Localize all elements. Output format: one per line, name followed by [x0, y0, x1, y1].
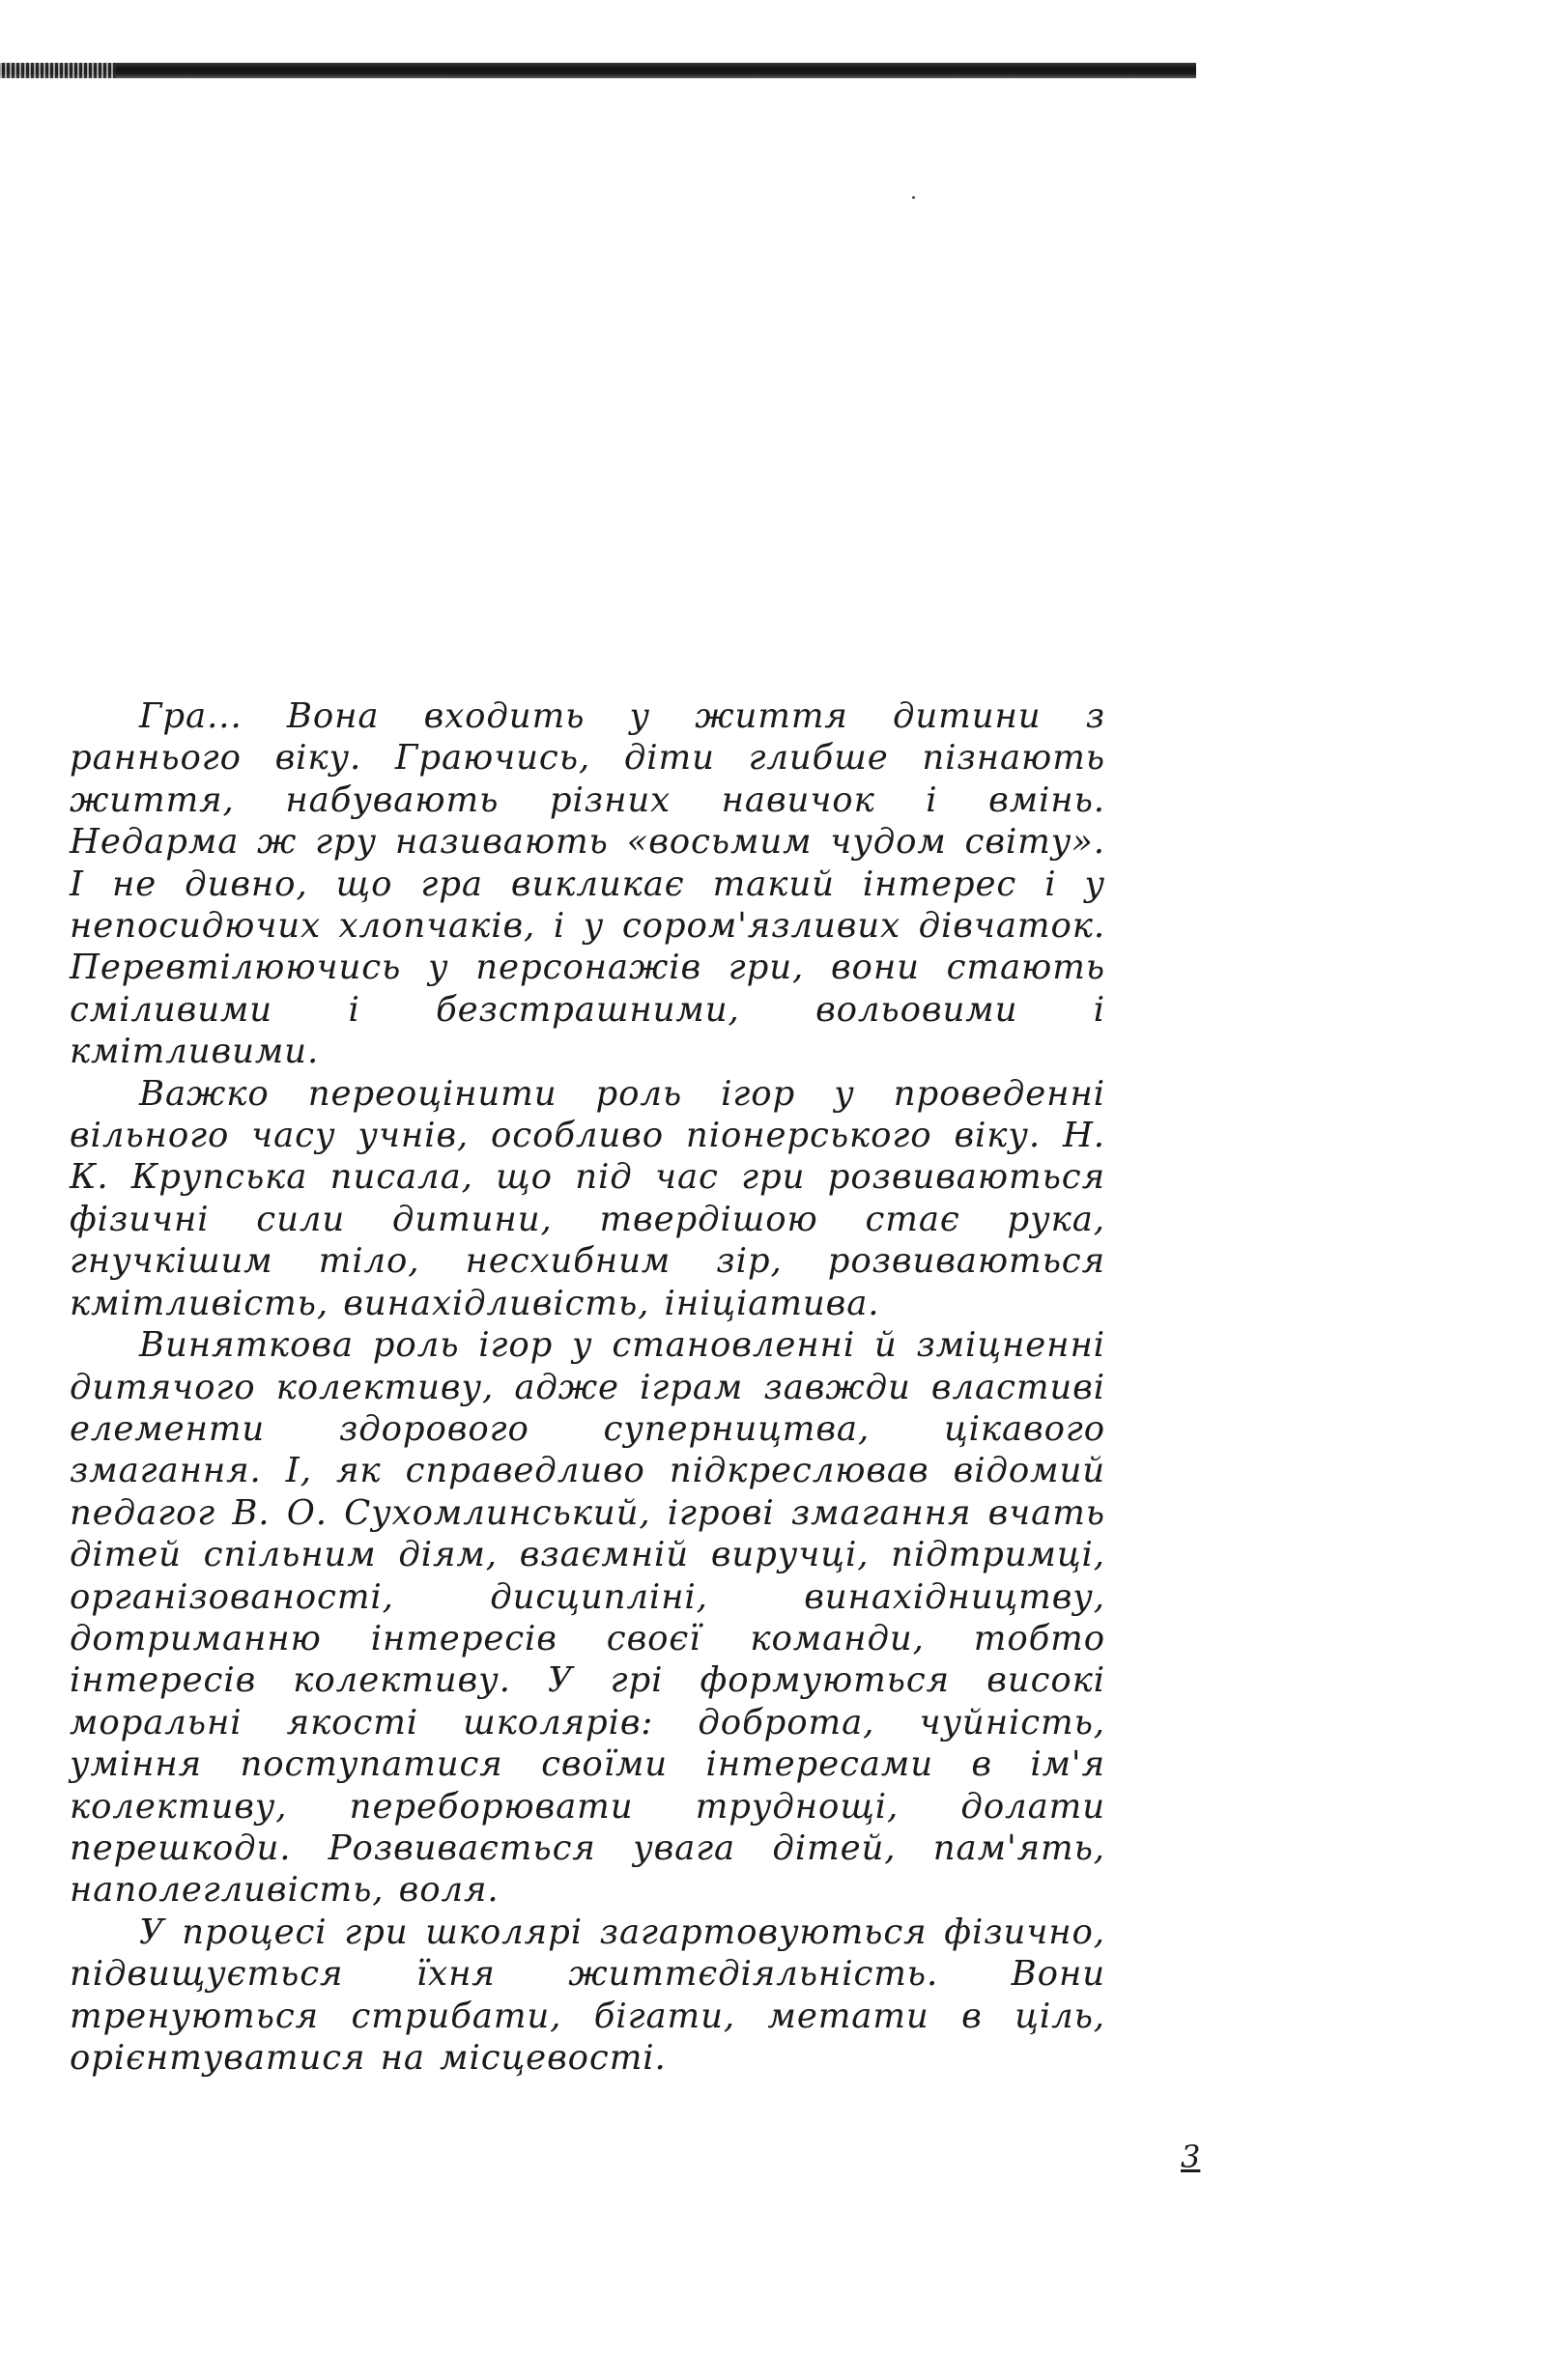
body-text — [70, 695, 1105, 2079]
page-number: 3 — [1181, 2139, 1201, 2175]
paragraph-3: Виняткова роль ігор у становленні й зміцненні дитячого колективу, адже іграм завжди властиві елементи здорового суперництва, цікавого змагання. І, як справедливо підкреслював відомий педагог В. О. Сухомлинський, ігрові змагання вчать дітей спільним діям, взаємній виручці, підтримці, організованості, дисципліні, винахідництву, дотриманню інтересів своєї команди, тобто інтересів колективу. У грі формуються високі моральні якості школярів: доброта, чуйність, уміння поступатися своїми інтересами в ім'я колективу, переборювати труднощі, долати перешкоди. Розвивається увага дітей, пам'ять, наполегливість, воля. — [70, 1325, 1105, 1911]
scan-edge-bar — [0, 63, 1196, 78]
scan-speck — [912, 196, 915, 199]
paragraph-4: У процесі гри школярі загартовуються фізично, підвищується їхня життєдіяльність. Вони тренуються стрибати, бігати, метати в ціль, орієнтуватися на місцевості. — [70, 1912, 1105, 2078]
paragraph-2: Важко переоцінити роль ігор у проведенні вільного часу учнів, особливо піонерського віку. Н. К. Крупська писала, що під час гри розвиваються фізичні сили дитини, твердішою стає рука, гнучкішим тіло, несхибним зір, розвиваються кмітливість, винахідливість, ініціатива. — [70, 1073, 1105, 1323]
paragraph-1: Гра... Вона входить у життя дитини з раннього віку. Граючись, діти глибше пізнають життя, набувають різних навичок і вмінь. Недарма ж гру називають «восьмим чудом світу». І не дивно, що гра викликає такий інтерес і у непосидючих хлопчаків, і у сором'язливих дівчаток. Перевтілюючись у персонажів гри, вони стають сміливими і безстрашними, вольовими і кмітливими. — [70, 696, 1105, 1072]
